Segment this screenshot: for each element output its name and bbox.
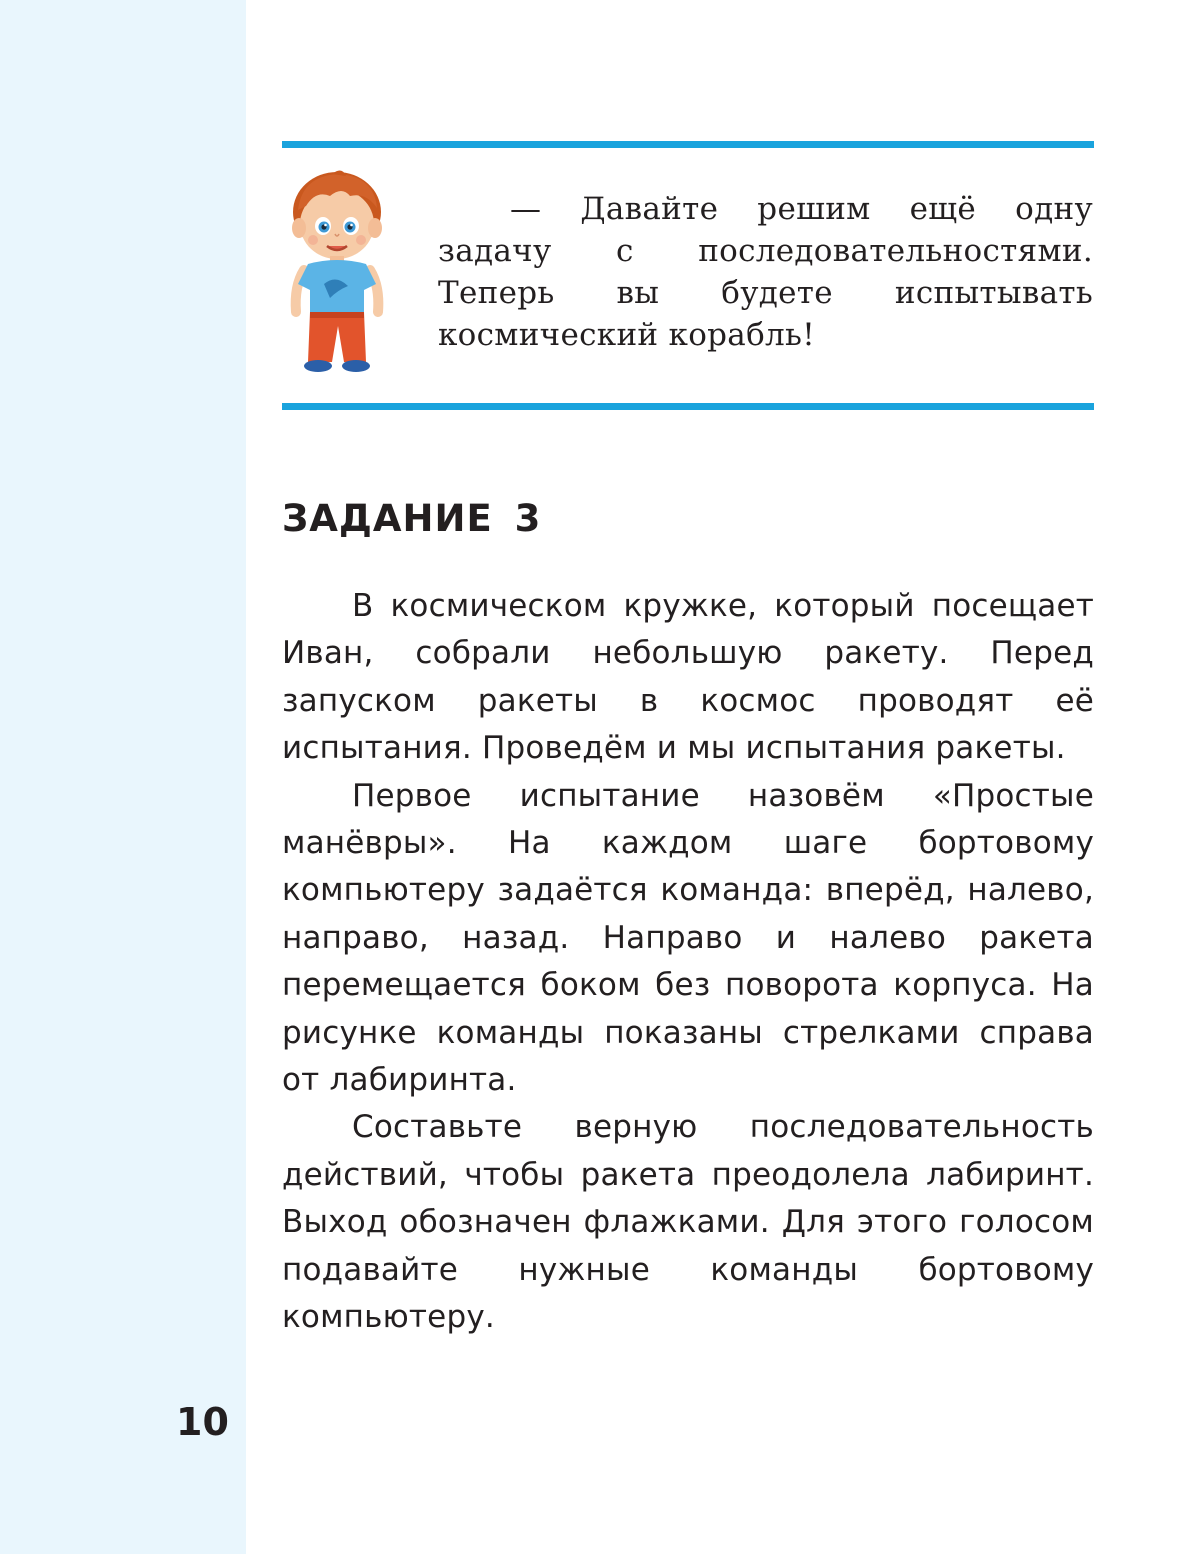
page-margin-strip: [0, 0, 246, 1554]
page-number: 10: [176, 1400, 229, 1444]
task-paragraph-2: Первое испытание назовём «Простые манёвры». На каждом шаге бортовому компьютеру задаётся команда: вперёд, налево, направо, назад. Направо и налево ракета перемещается боком без поворота корпуса. На рисунке команды показаны стрелками справа от лабиринта.: [282, 777, 1094, 1099]
task-body: [282, 583, 1094, 1342]
top-divider: [282, 141, 1094, 148]
task-paragraph-3: Составьте верную последовательность действий, чтобы ракета преодолела лабиринт. Выход обозначен флажками. Для этого голосом подавайте нужные команды бортовому компьютеру.: [282, 1109, 1094, 1336]
task-heading: ЗАДАНИЕ 3: [282, 497, 542, 540]
character-speech: [438, 188, 1093, 356]
boy-character-illustration: [280, 166, 394, 382]
bottom-divider: [282, 403, 1094, 410]
task-paragraph-1: В космическом кружке, который посещает Иван, собрали небольшую ракету. Перед запуском ракеты в космос проводят её испытания. Проведём и мы испытания ракеты.: [282, 588, 1094, 767]
speech-text: — Давайте решим ещё одну задачу с последовательностями. Теперь вы будете испытывать космический корабль!: [438, 191, 1093, 353]
